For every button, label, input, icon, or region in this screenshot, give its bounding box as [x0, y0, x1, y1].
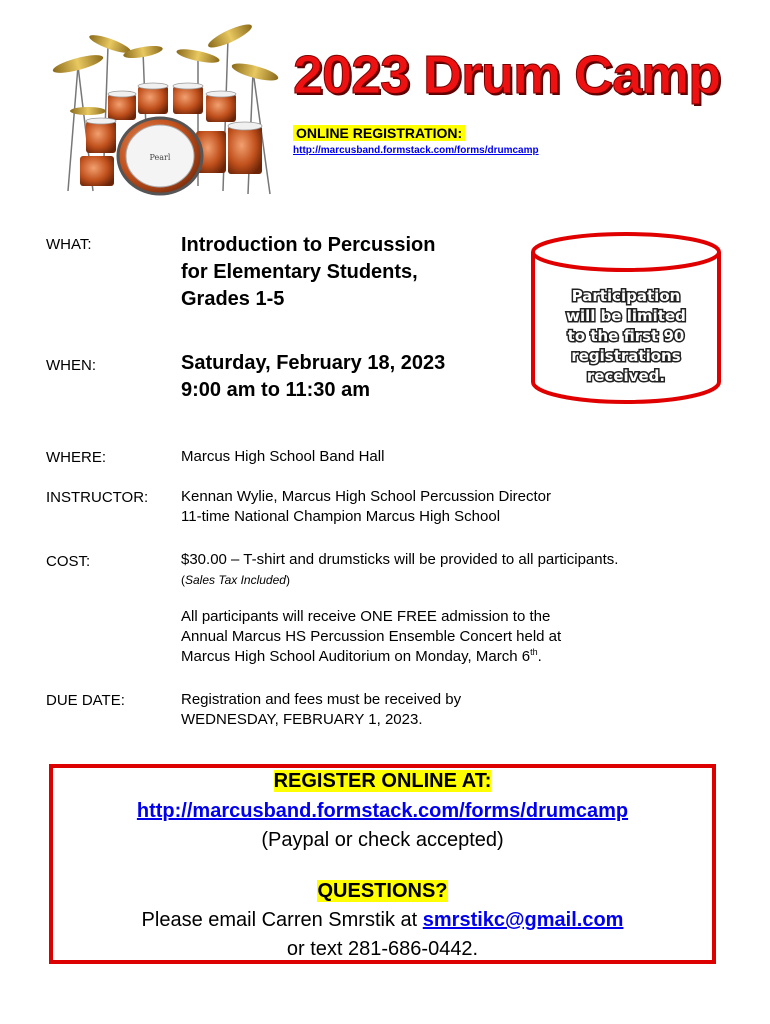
register-heading: REGISTER ONLINE AT: [273, 770, 492, 792]
callout-line: to the first 90 [567, 327, 685, 345]
page-title: 2023 Drum Camp [293, 45, 721, 105]
when-line: 9:00 am to 11:30 am [181, 379, 370, 401]
period: . [537, 648, 542, 665]
when-value [181, 350, 445, 404]
what-line: Introduction to Percussion [181, 234, 436, 256]
callout-line: Participation [571, 287, 681, 305]
text-line: or text 281-686-0442. [286, 938, 479, 960]
when-label: WHEN: [46, 357, 96, 374]
register-heading-line [49, 770, 716, 793]
questions-heading: QUESTIONS? [317, 880, 448, 902]
sales-tax-note: Sales Tax Included [185, 573, 286, 587]
instructor-line: 11-time National Champion Marcus High School [181, 508, 501, 525]
concert-line [181, 647, 561, 667]
instructor-line: Kennan Wylie, Marcus High School Percussion Director [181, 488, 552, 505]
concert-info [181, 607, 561, 667]
due-line: WEDNESDAY, FEBRUARY 1, 2023. [181, 711, 423, 728]
ordinal-suffix: th [530, 647, 538, 657]
concert-line: All participants will receive ONE FREE admission to the [181, 608, 551, 625]
cost-label: COST: [46, 553, 91, 570]
register-link[interactable]: http://marcusband.formstack.com/forms/drumcamp [136, 800, 629, 822]
due-date-value [181, 690, 461, 730]
what-line: for Elementary Students, [181, 261, 418, 283]
email-prefix: Please email Carren Smrstik at [141, 909, 423, 931]
callout-line: received. [586, 367, 666, 385]
what-value [181, 232, 435, 313]
paren: ) [285, 573, 290, 587]
callout-line: will be limited [566, 307, 686, 325]
paren: ( [181, 573, 185, 587]
what-label: WHAT: [46, 236, 92, 253]
where-value: Marcus High School Band Hall [181, 448, 385, 465]
drum-kit-icon [48, 16, 280, 202]
payment-note: (Paypal or check accepted) [261, 829, 504, 851]
what-line: Grades 1-5 [181, 288, 285, 310]
concert-date: Marcus High School Auditorium on Monday, March 6 [181, 648, 531, 665]
instructor-label: INSTRUCTOR: [46, 489, 149, 506]
when-line: Saturday, February 18, 2023 [181, 352, 446, 374]
callout-line: registrations [571, 347, 681, 365]
questions-heading-line [49, 880, 716, 903]
register-url-line [49, 800, 716, 823]
cost-value: $30.00 – T-shirt and drumsticks will be provided to all participants. [181, 551, 619, 568]
instructor-value [181, 487, 551, 527]
concert-line: Annual Marcus HS Percussion Ensemble Concert held at [181, 628, 562, 645]
cost-note [181, 570, 290, 590]
email-line [49, 909, 716, 932]
where-label: WHERE: [46, 449, 106, 466]
due-date-label: DUE DATE: [46, 692, 125, 709]
due-line: Registration and fees must be received by [181, 691, 462, 708]
email-link[interactable]: smrstikc@gmail.com [422, 909, 624, 931]
registration-link[interactable]: http://marcusband.formstack.com/forms/drumcamp [293, 145, 539, 156]
svg-text:Pearl: Pearl [149, 153, 171, 162]
register-box [49, 764, 716, 964]
participation-callout [527, 286, 725, 386]
registration-label: ONLINE REGISTRATION: [293, 125, 465, 141]
